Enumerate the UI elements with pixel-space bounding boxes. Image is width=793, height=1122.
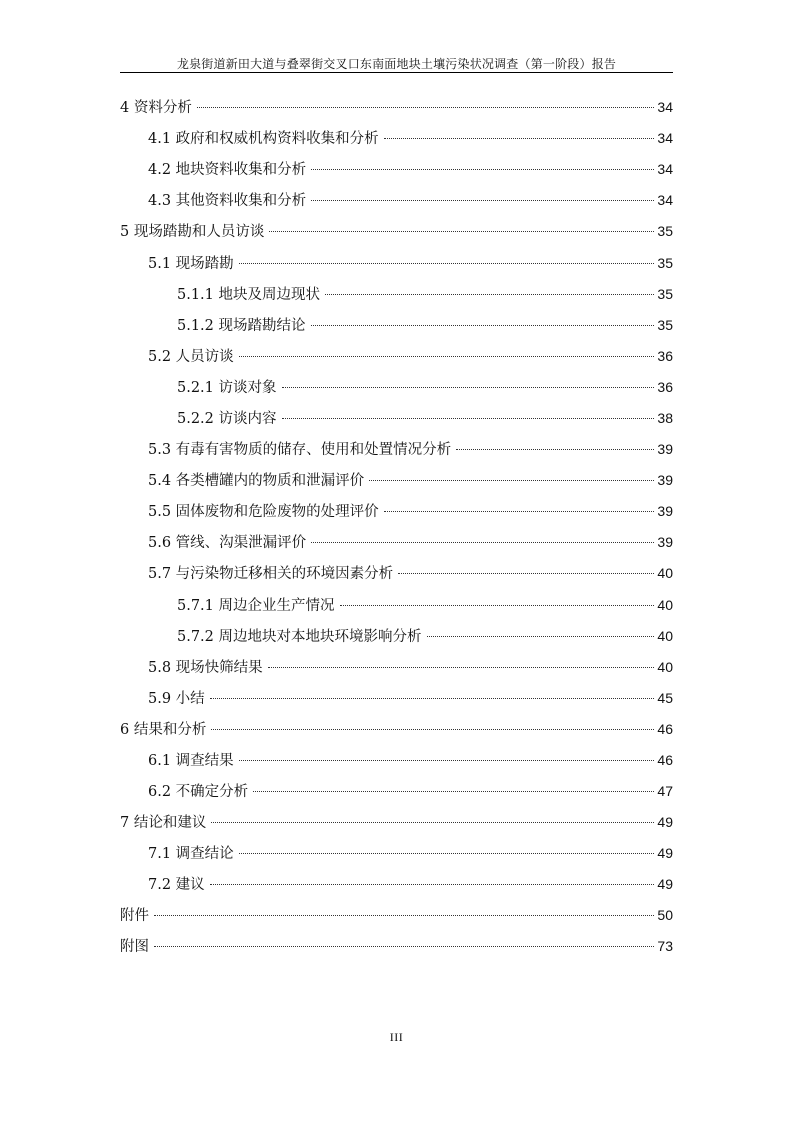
toc-leader-dots [340, 605, 655, 606]
toc-entry-page: 34 [657, 192, 673, 208]
toc-entry[interactable] [148, 781, 673, 801]
toc-entry-label: 5.1 现场踏勘 [148, 256, 234, 272]
toc-entry-label: 5.2 人员访谈 [148, 349, 234, 365]
toc-entry-label: 5.6 管线、沟渠泄漏评价 [148, 535, 307, 551]
toc-entry-label: 5.9 小结 [148, 691, 205, 707]
toc-leader-dots [369, 480, 654, 481]
toc-leader-dots [282, 387, 655, 388]
toc-entry[interactable] [148, 159, 673, 179]
toc-leader-dots [269, 231, 654, 232]
toc-entry-label: 7.2 建议 [148, 877, 205, 893]
toc-entry[interactable] [148, 532, 673, 552]
toc-leader-dots [325, 294, 654, 295]
toc-entry[interactable] [148, 874, 673, 894]
page-number-footer: III [389, 1030, 404, 1044]
toc-entry[interactable] [177, 377, 673, 397]
toc-leader-dots [210, 698, 655, 699]
toc-entry-label: 附图 [120, 939, 149, 955]
toc-entry-page: 50 [657, 907, 673, 923]
toc-entry-page: 39 [657, 472, 673, 488]
toc-entry[interactable] [120, 905, 673, 925]
toc-entry-page: 40 [657, 597, 673, 613]
toc-entry[interactable] [120, 812, 673, 832]
toc-entry[interactable] [177, 626, 673, 646]
toc-entry-label: 5.7 与污染物迁移相关的环境因素分析 [148, 566, 394, 582]
toc-entry[interactable] [148, 688, 673, 708]
toc-leader-dots [384, 138, 655, 139]
toc-entry-label: 5.3 有毒有害物质的储存、使用和处置情况分析 [148, 442, 452, 458]
toc-entry-page: 35 [657, 255, 673, 271]
toc-leader-dots [253, 791, 654, 792]
toc-entry[interactable] [177, 315, 673, 335]
toc-leader-dots [239, 853, 655, 854]
toc-entry-page: 46 [657, 721, 673, 737]
toc-entry[interactable] [148, 750, 673, 770]
toc-entry-label: 5.1.1 地块及周边现状 [177, 287, 321, 303]
toc-entry-label: 5.7.1 周边企业生产情况 [177, 598, 335, 614]
toc-entry[interactable] [177, 408, 673, 428]
toc-entry-page: 45 [657, 690, 673, 706]
toc-leader-dots [311, 542, 654, 543]
toc-entry[interactable] [148, 657, 673, 677]
toc-leader-dots [268, 667, 655, 668]
toc-entry-label: 6.1 调查结果 [148, 753, 234, 769]
toc-entry[interactable] [148, 128, 673, 148]
toc-entry[interactable] [148, 470, 673, 490]
toc-entry-page: 40 [657, 565, 673, 581]
toc-leader-dots [211, 822, 654, 823]
toc-entry[interactable] [148, 346, 673, 366]
toc-entry-label: 4.3 其他资料收集和分析 [148, 193, 307, 209]
toc-entry-page: 34 [657, 130, 673, 146]
toc-leader-dots [154, 915, 654, 916]
toc-entry-page: 40 [657, 659, 673, 675]
toc-entry-label: 6 结果和分析 [120, 722, 207, 738]
toc-entry[interactable] [120, 936, 673, 956]
toc-leader-dots [154, 946, 654, 947]
toc-leader-dots [384, 511, 655, 512]
toc-entry-page: 73 [657, 938, 673, 954]
toc-entry-page: 35 [657, 223, 673, 239]
toc-entry[interactable] [148, 843, 673, 863]
toc-leader-dots [282, 418, 655, 419]
toc-entry-label: 7.1 调查结论 [148, 846, 234, 862]
toc-entry-label: 5.5 固体废物和危险废物的处理评价 [148, 504, 379, 520]
toc-entry[interactable] [120, 719, 673, 739]
toc-entry-label: 4 资料分析 [120, 100, 192, 116]
toc-entry-page: 38 [657, 410, 673, 426]
toc-entry-label: 4.2 地块资料收集和分析 [148, 162, 307, 178]
toc-entry-page: 36 [657, 348, 673, 364]
toc-entry[interactable] [120, 221, 673, 241]
toc-entry-label: 5.8 现场快筛结果 [148, 660, 263, 676]
toc-entry-page: 36 [657, 379, 673, 395]
toc-entry-page: 39 [657, 534, 673, 550]
toc-entry[interactable] [148, 253, 673, 273]
toc-entry-label: 5.4 各类槽罐内的物质和泄漏评价 [148, 473, 365, 489]
toc-entry[interactable] [148, 190, 673, 210]
toc-entry-label: 5.7.2 周边地块对本地块环境影响分析 [177, 629, 422, 645]
toc-entry[interactable] [148, 501, 673, 521]
toc-leader-dots [239, 356, 655, 357]
toc-entry-page: 46 [657, 752, 673, 768]
toc-leader-dots [197, 107, 655, 108]
toc-entry-label: 7 结论和建议 [120, 815, 207, 831]
toc-entry-page: 40 [657, 628, 673, 644]
toc-entry-page: 39 [657, 503, 673, 519]
toc-entry-label: 4.1 政府和权威机构资料收集和分析 [148, 131, 379, 147]
toc-entry-page: 35 [657, 286, 673, 302]
toc-leader-dots [311, 169, 654, 170]
toc-leader-dots [427, 636, 655, 637]
toc-leader-dots [239, 263, 655, 264]
toc-entry-label: 5 现场踏勘和人员访谈 [120, 224, 265, 240]
toc-leader-dots [456, 449, 654, 450]
toc-leader-dots [239, 760, 655, 761]
toc-entry[interactable] [177, 284, 673, 304]
toc-leader-dots [210, 884, 655, 885]
toc-entry-page: 39 [657, 441, 673, 457]
toc-entry-page: 35 [657, 317, 673, 333]
toc-entry-label: 5.2.2 访谈内容 [177, 411, 277, 427]
toc-entry-page: 47 [657, 783, 673, 799]
toc-entry[interactable] [148, 439, 673, 459]
toc-entry-page: 49 [657, 845, 673, 861]
page-header-title: 龙泉街道新田大道与叠翠街交叉口东南面地块土壤污染状况调查（第一阶段）报告 [176, 57, 617, 71]
toc-leader-dots [311, 325, 655, 326]
toc-entry[interactable] [148, 563, 673, 583]
toc-entry-page: 34 [657, 99, 673, 115]
toc-entry-label: 6.2 不确定分析 [148, 784, 249, 800]
toc-leader-dots [211, 729, 654, 730]
toc-entry-label: 5.1.2 现场踏勘结论 [177, 318, 306, 334]
toc-entry-label: 5.2.1 访谈对象 [177, 380, 277, 396]
toc-leader-dots [398, 573, 654, 574]
toc-entry[interactable] [120, 97, 673, 117]
toc-entry-label: 附件 [120, 908, 149, 924]
toc-leader-dots [311, 200, 654, 201]
toc-entry-page: 49 [657, 876, 673, 892]
toc-entry[interactable] [177, 595, 673, 615]
toc-entry-page: 49 [657, 814, 673, 830]
toc-entry-page: 34 [657, 161, 673, 177]
